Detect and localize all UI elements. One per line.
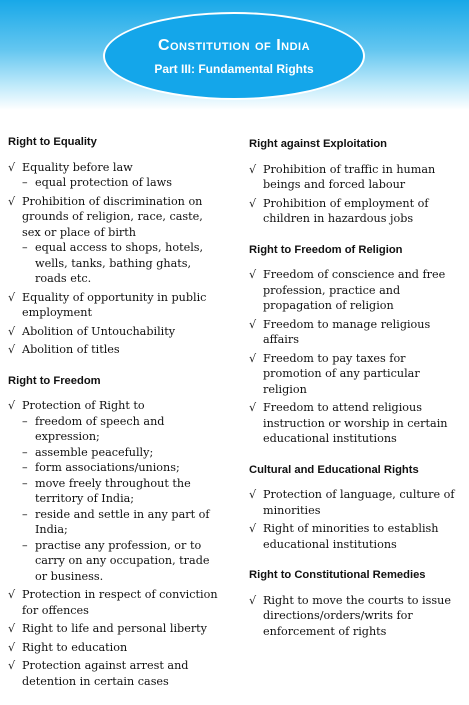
list-item <box>249 351 464 398</box>
section-right-to-freedom <box>8 374 223 690</box>
list-item-text: Freedom to manage religious affairs <box>263 317 431 346</box>
page-title: Constitution of India <box>157 37 311 54</box>
left-column <box>8 135 223 705</box>
list-item-text: Equality before law <box>22 160 133 174</box>
sub-item-text: reside and settle in any part of India; <box>35 507 210 536</box>
list-item <box>8 342 223 358</box>
section-right-against-exploitation <box>249 137 464 227</box>
section-right-to-equality <box>8 135 223 358</box>
sub-item <box>22 175 223 191</box>
list-item <box>249 267 464 314</box>
list-item <box>249 487 464 518</box>
list-item-text: Protection of language, culture of minorities <box>263 488 455 517</box>
sub-item <box>22 460 223 476</box>
section-right-to-freedom-of-religion <box>249 243 464 447</box>
check-mark-icon: √ <box>249 351 257 365</box>
section-cultural-and-educational-rights <box>249 463 464 553</box>
list-item-text: Right of minorities to establish educational institutions <box>263 522 439 551</box>
check-mark-icon: √ <box>249 593 257 607</box>
list-item <box>8 398 223 584</box>
dash-bullet: – <box>22 445 28 459</box>
sub-item <box>22 476 223 507</box>
dash-bullet: – <box>22 507 28 521</box>
check-mark-icon: √ <box>249 401 257 414</box>
sub-item <box>22 538 223 585</box>
section-title: Cultural and Educational Rights <box>249 463 419 476</box>
check-mark-icon: √ <box>8 622 16 635</box>
title-ellipse <box>103 12 365 100</box>
section-title: Right to Freedom <box>8 374 101 387</box>
list-item <box>249 162 464 193</box>
list-item-text: Prohibition of employment of children in hazardous jobs <box>263 196 429 225</box>
section-title: Right to Freedom of Religion <box>249 243 403 256</box>
list-item <box>249 593 464 640</box>
list-item-text: Equality of opportunity in public employment <box>22 290 207 319</box>
check-mark-icon: √ <box>8 194 16 208</box>
list-item-text: Freedom of conscience and free profession, practice and propagation of religion <box>263 268 446 312</box>
section-right-to-constitutional-remedies <box>249 568 464 639</box>
list-item <box>249 317 464 348</box>
sub-item <box>22 414 223 445</box>
dash-bullet: – <box>22 476 28 490</box>
sub-item-text: form associations/unions; <box>35 461 180 474</box>
list-item <box>8 324 223 340</box>
list-item <box>8 194 223 287</box>
list-item-text: Protection against arrest and detention in certain cases <box>22 659 189 688</box>
list-item <box>249 196 464 227</box>
dash-bullet: – <box>22 176 28 189</box>
check-mark-icon: √ <box>249 196 257 210</box>
check-mark-icon: √ <box>8 343 16 356</box>
list-item-text: Protection of Right to <box>22 399 145 412</box>
list-item <box>249 400 464 447</box>
page-subtitle: Part III: Fundamental Rights <box>154 62 314 76</box>
sub-item-text: equal access to shops, hotels, wells, tanks, bathing ghats, roads etc. <box>35 241 204 285</box>
check-mark-icon: √ <box>8 290 16 304</box>
sub-item-text: equal protection of laws <box>35 176 172 189</box>
list-item-text: Abolition of Untouchability <box>22 324 176 338</box>
right-column <box>249 137 464 655</box>
section-title: Right against Exploitation <box>249 138 387 150</box>
sub-item-text: move freely throughout the territory of India; <box>35 476 191 505</box>
dash-bullet: – <box>22 538 28 552</box>
sub-item <box>22 445 223 461</box>
list-item <box>8 640 223 656</box>
check-mark-icon: √ <box>249 317 257 331</box>
check-mark-icon: √ <box>8 640 16 654</box>
check-mark-icon: √ <box>8 324 16 338</box>
list-item <box>8 160 223 191</box>
list-item <box>8 290 223 321</box>
list-item-text: Protection in respect of conviction for offences <box>22 588 218 617</box>
list-item-text: Abolition of titles <box>22 343 120 356</box>
sub-item <box>22 240 223 287</box>
check-mark-icon: √ <box>249 268 257 281</box>
check-mark-icon: √ <box>8 588 16 601</box>
section-title: Right to Constitutional Remedies <box>249 569 426 581</box>
dash-bullet: – <box>22 414 28 428</box>
sub-item <box>22 507 223 538</box>
dash-bullet: – <box>22 461 28 474</box>
check-mark-icon: √ <box>8 399 16 412</box>
list-item-text: Freedom to attend religious instruction or worship in certain educational institutions <box>263 401 448 445</box>
sub-item-text: freedom of speech and expression; <box>35 414 165 443</box>
check-mark-icon: √ <box>8 659 16 672</box>
list-item-text: Prohibition of discrimination on grounds of religion, race, caste, sex or place of birth <box>22 194 203 239</box>
list-item <box>8 658 223 689</box>
check-mark-icon: √ <box>249 162 257 176</box>
list-item <box>249 521 464 552</box>
sub-item-text: practise any profession, or to carry on any occupation, trade or business. <box>35 538 210 583</box>
list-item-text: Freedom to pay taxes for promotion of any particular religion <box>263 351 420 396</box>
sub-item-text: assemble peacefully; <box>35 445 154 459</box>
list-item-text: Right to life and personal liberty <box>22 622 207 635</box>
list-item-text: Prohibition of traffic in human beings and forced labour <box>263 162 436 191</box>
list-item-text: Right to education <box>22 640 128 654</box>
list-item-text: Right to move the courts to issue directions/orders/writs for enforcement of rights <box>263 593 451 638</box>
check-mark-icon: √ <box>249 522 257 535</box>
dash-bullet: – <box>22 241 28 254</box>
list-item <box>8 621 223 637</box>
check-mark-icon: √ <box>8 160 16 174</box>
section-title: Right to Equality <box>8 136 97 148</box>
header-banner <box>0 0 469 110</box>
check-mark-icon: √ <box>249 488 257 501</box>
